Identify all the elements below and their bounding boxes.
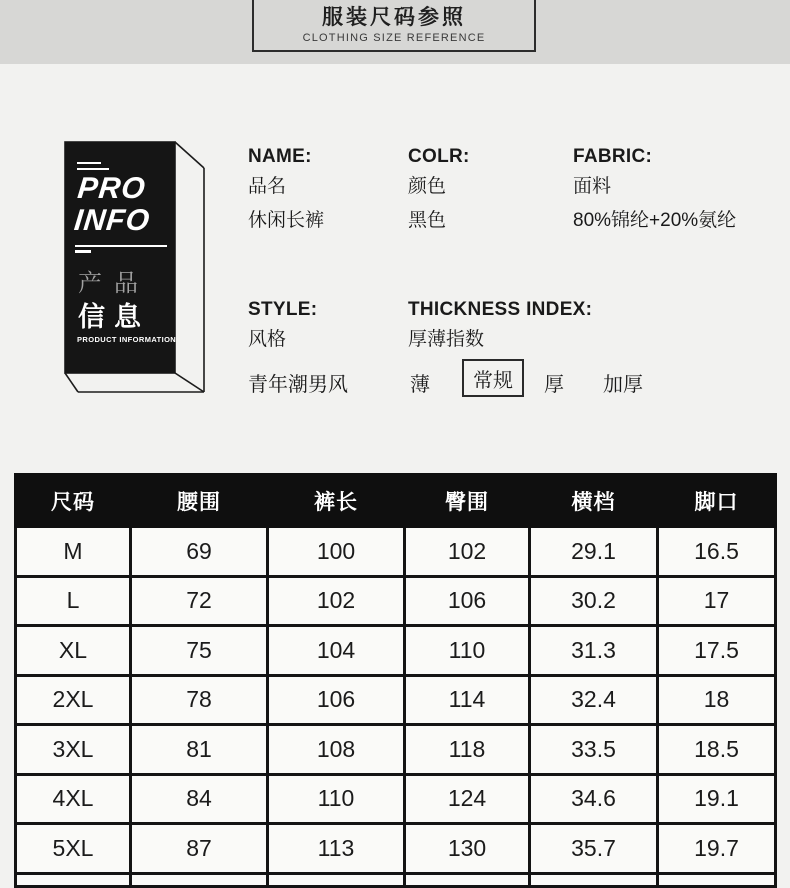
cell-size: 2XL [16, 675, 131, 725]
cell-hip: 106 [405, 576, 530, 626]
cell-leg-opening: 19.7 [658, 824, 776, 874]
info-fabric [573, 146, 736, 232]
cell-size: XL [16, 626, 131, 676]
thickness-option-extra-thick: 加厚 [603, 374, 643, 396]
table-row [16, 626, 776, 676]
pro-info-line2: INFO [72, 204, 152, 237]
cell-hip: 114 [405, 675, 530, 725]
cell-length: 100 [268, 527, 405, 577]
cell-crotch: 29.1 [530, 527, 658, 577]
col-header-hip: 臀围 [405, 475, 530, 527]
cell-waist: 72 [131, 576, 268, 626]
label-cn-line1: 产品 [78, 270, 150, 297]
cell-waist: 81 [131, 725, 268, 775]
name-label-cn: 品名 [248, 176, 287, 197]
cell-waist: 78 [131, 675, 268, 725]
page-subtitle: CLOTHING SIZE REFERENCE [302, 32, 486, 44]
cell-length: 108 [268, 725, 405, 775]
cell-hip: 118 [405, 725, 530, 775]
cell-waist: 75 [131, 626, 268, 676]
pro-info-wordmark [73, 173, 155, 237]
cell-waist: 87 [131, 824, 268, 874]
cell-leg-opening: 19.1 [658, 774, 776, 824]
cell-hip: 102 [405, 527, 530, 577]
cell-crotch: 34.6 [530, 774, 658, 824]
decorative-line [75, 245, 167, 247]
decorative-line [75, 250, 91, 253]
cell-size: M [16, 527, 131, 577]
product-info-label [65, 142, 175, 373]
header-banner [252, 0, 536, 52]
cell-crotch: 33.5 [530, 725, 658, 775]
info-color [408, 146, 470, 232]
cell-size: 5XL [16, 824, 131, 874]
cell-crotch: 35.7 [530, 824, 658, 874]
decorative-line [77, 168, 109, 170]
cell-leg-opening: 17.5 [658, 626, 776, 676]
col-header-size: 尺码 [16, 475, 131, 527]
style-label-cn: 风格 [248, 329, 287, 350]
thickness-label-en: THICKNESS INDEX: [408, 299, 593, 320]
page-title: 服装尺码参照 [322, 6, 466, 29]
table-row [16, 725, 776, 775]
cell-hip: 130 [405, 824, 530, 874]
decorative-line [77, 162, 101, 164]
cell-crotch: 31.3 [530, 626, 658, 676]
color-label-en: COLR: [408, 146, 470, 167]
cell-size: 4XL [16, 774, 131, 824]
thickness-option-thin: 薄 [410, 374, 430, 396]
info-name [248, 146, 324, 232]
col-header-length: 裤长 [268, 475, 405, 527]
cell-leg-opening: 17 [658, 576, 776, 626]
color-label-cn: 颜色 [408, 176, 447, 197]
table-row [16, 576, 776, 626]
info-style [248, 299, 317, 363]
cell-crotch: 30.2 [530, 576, 658, 626]
cell-length: 104 [268, 626, 405, 676]
cell-leg-opening: 18 [658, 675, 776, 725]
style-value: 青年潮男风 [248, 374, 348, 396]
color-value: 黑色 [408, 210, 447, 231]
table-row-partial [16, 873, 776, 886]
size-table [14, 473, 777, 888]
cell-size: 3XL [16, 725, 131, 775]
cell-size: L [16, 576, 131, 626]
size-table-header-row [16, 475, 776, 527]
cell-length: 102 [268, 576, 405, 626]
table-row [16, 774, 776, 824]
cell-leg-opening: 16.5 [658, 527, 776, 577]
cell-waist: 84 [131, 774, 268, 824]
name-label-en: NAME: [248, 146, 312, 167]
table-row [16, 675, 776, 725]
fabric-value: 80%锦纶+20%氨纶 [573, 210, 737, 231]
table-row [16, 824, 776, 874]
col-header-waist: 腰围 [131, 475, 268, 527]
cell-length: 106 [268, 675, 405, 725]
thickness-label-cn: 厚薄指数 [408, 329, 485, 350]
col-header-leg-opening: 脚口 [658, 475, 776, 527]
name-value: 休闲长裤 [248, 210, 325, 231]
fabric-label-cn: 面料 [573, 176, 612, 197]
label-cn-line2: 信息 [78, 302, 150, 332]
pro-info-line1: PRO [76, 172, 148, 205]
info-thickness [408, 299, 592, 363]
cell-length: 110 [268, 774, 405, 824]
fabric-label-en: FABRIC: [573, 146, 653, 167]
cell-hip: 110 [405, 626, 530, 676]
thickness-option-thick: 厚 [544, 374, 564, 396]
table-row [16, 527, 776, 577]
col-header-crotch: 横档 [530, 475, 658, 527]
cell-crotch: 32.4 [530, 675, 658, 725]
cell-length: 113 [268, 824, 405, 874]
thickness-option-regular-selected: 常规 [462, 359, 524, 397]
style-label-en: STYLE: [248, 299, 318, 320]
cell-leg-opening: 18.5 [658, 725, 776, 775]
label-caption: PRODUCT INFORMATION [77, 335, 177, 344]
cell-hip: 124 [405, 774, 530, 824]
cell-waist: 69 [131, 527, 268, 577]
